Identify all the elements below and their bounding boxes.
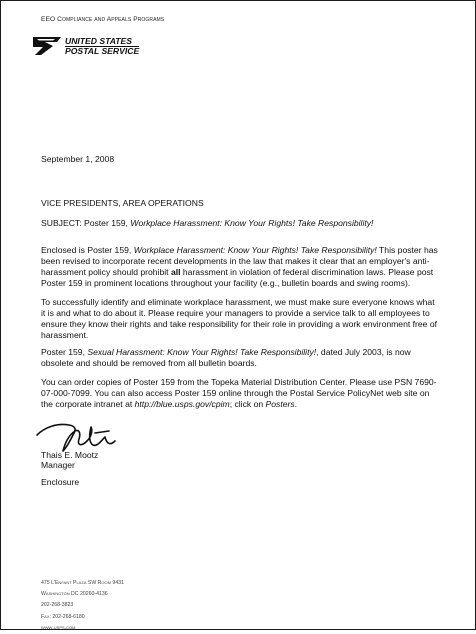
paragraph-1	[41, 245, 441, 289]
usps-logo	[31, 33, 171, 61]
para1-text-a: Enclosed is Poster 159,	[41, 245, 134, 255]
subject-line	[41, 218, 441, 229]
enclosure-note: Enclosure	[41, 477, 80, 487]
paragraph-2: To successfully identify and eliminate workplace harassment, we must make sure everyone knows what it is and what to do about it. Please require your managers to provide a service talk to all employees to ensure they know their rights and take responsibility for their role in providing a work environment free of harassment.	[41, 297, 437, 340]
signature-block	[41, 450, 441, 470]
para4-text-a: You can order copies of Poster 159 from the Topeka Material Distribution Center. Please use PSN 7690-07-000-7099. You can also access Poster 159 online through the Postal Service PolicyNet web site on the corporate intranet at	[41, 377, 437, 409]
para1-bold-all: all	[170, 267, 181, 277]
signer-title: Manager	[41, 460, 75, 470]
para4-text-b: ; click on	[229, 399, 266, 409]
logo-line-1: UNITED STATES	[65, 36, 132, 46]
footer-fax: Fax: 202-268-6180	[41, 613, 85, 620]
paragraph-4	[41, 377, 441, 410]
letter-date: September 1, 2008	[41, 154, 115, 164]
paragraph-3	[41, 347, 441, 369]
policynet-url: http://blue.usps.gov/cpim	[134, 399, 230, 409]
footer-address	[41, 578, 241, 634]
recipient: VICE PRESIDENTS, AREA OPERATIONS	[41, 198, 204, 208]
subject-title: Workplace Harassment: Know Your Rights! Take Responsibility!	[130, 218, 374, 228]
subject-prefix: SUBJECT: Poster 159,	[41, 218, 131, 228]
para4-text-c: .	[294, 399, 298, 409]
para1-poster-title: Workplace Harassment: Know Your Rights! Take Responsibility!	[133, 245, 377, 255]
para3-text-b: , dated July 2003, is now obsolete and should be removed from all bulletin boards.	[41, 347, 411, 368]
para1-text-b: This poster has been revised to incorporate recent developments in the law that makes it clear that an employer's anti-harassment policy should prohibit	[41, 245, 438, 277]
signer-name: Thais E. Mootz	[41, 450, 99, 460]
footer-website: www.usps.com	[41, 624, 76, 631]
department-header: EEO Compliance and Appeals Programs	[41, 16, 165, 23]
footer-phone: 202-268-3823	[41, 602, 74, 609]
footer-street: 475 L'Enfant Plaza SW Room 9431	[41, 580, 124, 586]
para3-text-a: Poster 159,	[41, 347, 88, 357]
para3-poster-title: Sexual Harassment: Know Your Rights! Take Responsibility!	[87, 347, 317, 357]
eagle-icon	[31, 33, 65, 59]
para1-text-c: harassment in violation of federal discrimination laws. Please post Poster 159 in prominent locations throughout your facility (e.g., bulletin boards and swing rooms).	[41, 267, 434, 288]
logo-line-2: POSTAL SERVICE	[65, 46, 140, 56]
posters-link-text: Posters	[265, 399, 295, 409]
footer-city: Washington DC 20260-4136	[41, 591, 108, 598]
logo-wordmark	[65, 37, 139, 56]
